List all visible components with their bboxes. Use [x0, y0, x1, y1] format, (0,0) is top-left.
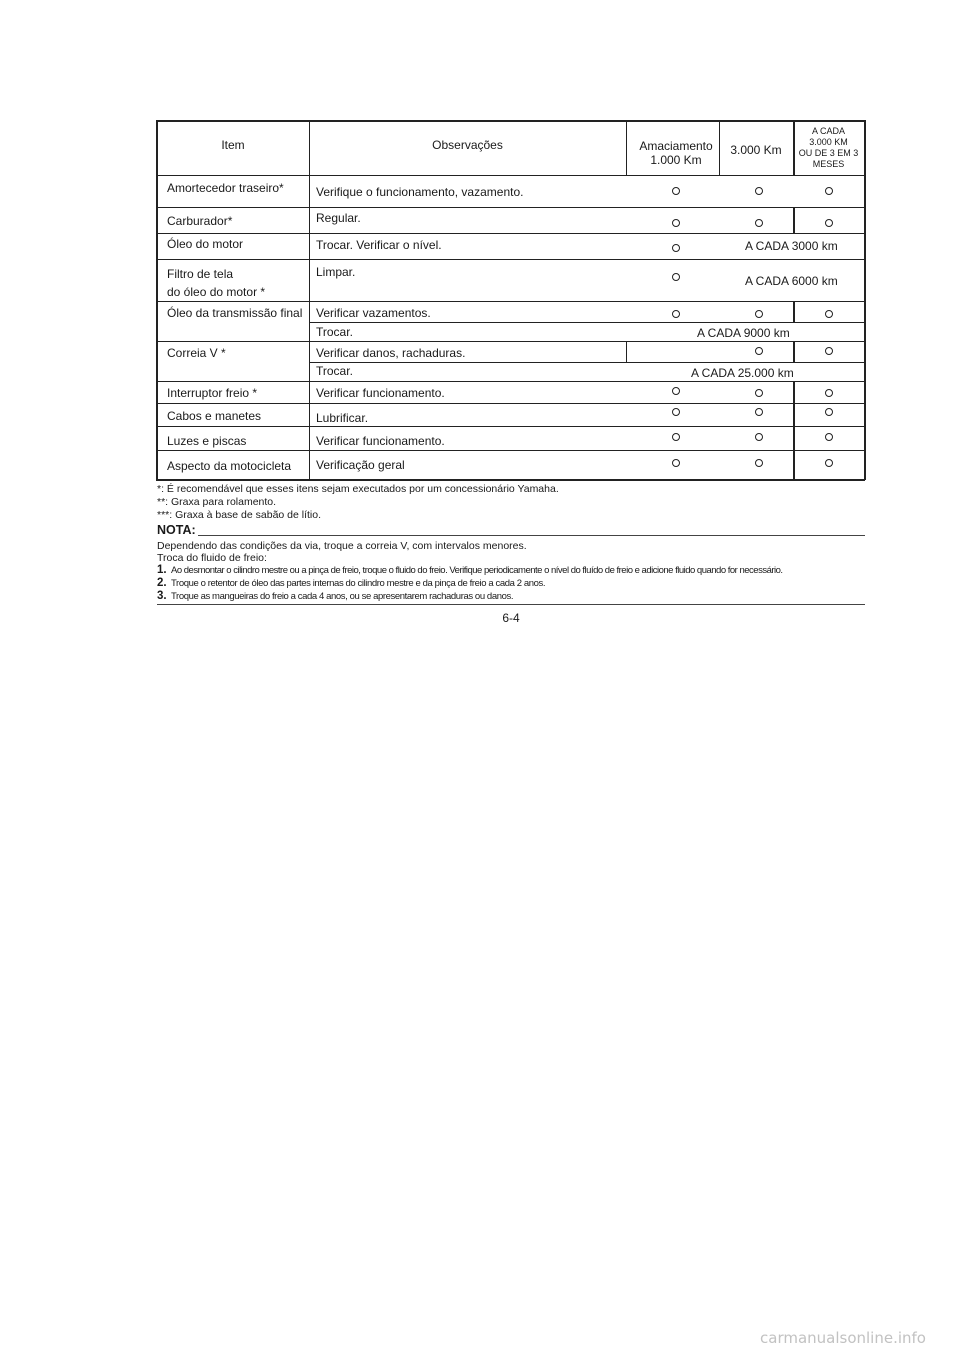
check-circle-icon: [672, 273, 680, 281]
row-filtro-obs: Limpar.: [316, 265, 356, 279]
nota-item-3-text: Troque as mangueiras do freio a cada 4 anos, ou se apresentarem rachaduras ou danos.: [171, 591, 514, 602]
row-oleo-motor-obs: Trocar. Verificar o nível.: [316, 238, 442, 252]
row-correia-obs2: Trocar.: [316, 364, 353, 378]
row-oleo-motor-interval: A CADA 3000 km: [745, 239, 838, 253]
check-circle-icon: [825, 408, 833, 416]
check-circle-icon: [825, 310, 833, 318]
check-circle-icon: [755, 408, 763, 416]
check-circle-icon: [755, 347, 763, 355]
check-circle-icon: [672, 408, 680, 416]
nota-title: NOTA:: [157, 523, 196, 537]
header-item: Item: [221, 138, 245, 152]
check-circle-icon: [825, 187, 833, 195]
header-a-cada-2: 3.000 KM: [809, 137, 848, 147]
footnote-2: **: Graxa para rolamento.: [157, 496, 277, 508]
check-circle-icon: [825, 347, 833, 355]
row-amortecedor-item: Amortecedor traseiro*: [167, 181, 284, 195]
row-correia-obs1: Verificar danos, rachaduras.: [316, 346, 466, 360]
header-3000km: 3.000 Km: [730, 143, 782, 157]
nota-line1: Dependendo das condições da via, troque a correia V, com intervalos menores.: [157, 540, 527, 552]
check-circle-icon: [672, 310, 680, 318]
row-interruptor-item: Interruptor freio *: [167, 386, 258, 400]
header-observacoes: Observações: [432, 138, 503, 152]
check-circle-icon: [672, 433, 680, 441]
check-circle-icon: [825, 459, 833, 467]
check-circle-icon: [672, 187, 680, 195]
row-aspecto-item: Aspecto da motocicleta: [167, 459, 292, 473]
check-circle-icon: [825, 433, 833, 441]
header-amaciamento-km: 1.000 Km: [650, 153, 702, 167]
check-circle-icon: [825, 219, 833, 227]
nota-item-2-text: Troque o retentor de óleo das partes internas do cilindro mestre e da pinça de freio a cada 2 anos.: [171, 578, 546, 589]
check-circle-icon: [755, 459, 763, 467]
header-a-cada-1: A CADA: [811, 126, 845, 136]
row-oleo-transmissao-obs2: Trocar.: [316, 325, 353, 339]
check-circle-icon: [755, 433, 763, 441]
check-circle-icon: [755, 187, 763, 195]
row-luzes-obs: Verificar funcionamento.: [316, 434, 445, 448]
bottom-rule: [157, 604, 865, 605]
row-cabos-obs: Lubrificar.: [316, 411, 369, 425]
row-oleo-transmissao-interval: A CADA 9000 km: [697, 326, 790, 340]
nota-item-1-number: 1.: [157, 564, 167, 576]
footnote-1: *: É recomendável que esses itens sejam executados por um concessionário Yamaha.: [157, 483, 559, 495]
header-amaciamento: Amaciamento: [639, 139, 713, 153]
row-cabos-item: Cabos e manetes: [167, 409, 262, 423]
row-carburador-obs: Regular.: [316, 211, 361, 225]
row-filtro-item-line2: do óleo do motor *: [167, 285, 266, 299]
footnote-3: ***: Graxa à base de sabão de lítio.: [157, 509, 322, 521]
nota-item-1-text: Ao desmontar o cilindro mestre ou a pinça de freio, troque o fluido do freio. Verifique periodicamente o nível do fluído de freio e adicione fluido quando for necessário.: [171, 565, 783, 576]
row-oleo-motor-item: Óleo do motor: [167, 237, 244, 251]
row-carburador-item: Carburador*: [167, 214, 233, 228]
nota-item-3-number: 3.: [157, 590, 167, 602]
row-filtro-interval: A CADA 6000 km: [745, 274, 838, 288]
row-correia-item: Correia V *: [167, 346, 226, 360]
nota-rule: [198, 535, 865, 536]
check-circle-icon: [672, 244, 680, 252]
header-a-cada-3: OU DE 3 EM 3: [798, 148, 859, 158]
check-circle-icon: [755, 310, 763, 318]
check-circle-icon: [672, 387, 680, 395]
check-circle-icon: [755, 389, 763, 397]
row-oleo-transmissao-obs1: Verificar vazamentos.: [316, 306, 431, 320]
nota-item-2-number: 2.: [157, 577, 167, 589]
check-circle-icon: [755, 219, 763, 227]
row-aspecto-obs: Verificação geral: [316, 458, 405, 472]
watermark-text: carmanualsonline.info: [760, 1329, 926, 1347]
check-circle-icon: [672, 219, 680, 227]
row-interruptor-obs: Verificar funcionamento.: [316, 386, 445, 400]
check-circle-icon: [672, 459, 680, 467]
row-filtro-item-line1: Filtro de tela: [167, 267, 234, 281]
row-amortecedor-obs: Verifique o funcionamento, vazamento.: [316, 185, 524, 199]
row-luzes-item: Luzes e piscas: [167, 434, 247, 448]
page-number: 6-4: [502, 611, 520, 625]
header-a-cada-4: MESES: [812, 159, 845, 169]
row-correia-interval: A CADA 25.000 km: [691, 366, 794, 380]
nota-line2: Troca do fluido de freio:: [157, 552, 267, 564]
row-oleo-transmissao-item: Óleo da transmissão final: [167, 306, 303, 320]
check-circle-icon: [825, 389, 833, 397]
